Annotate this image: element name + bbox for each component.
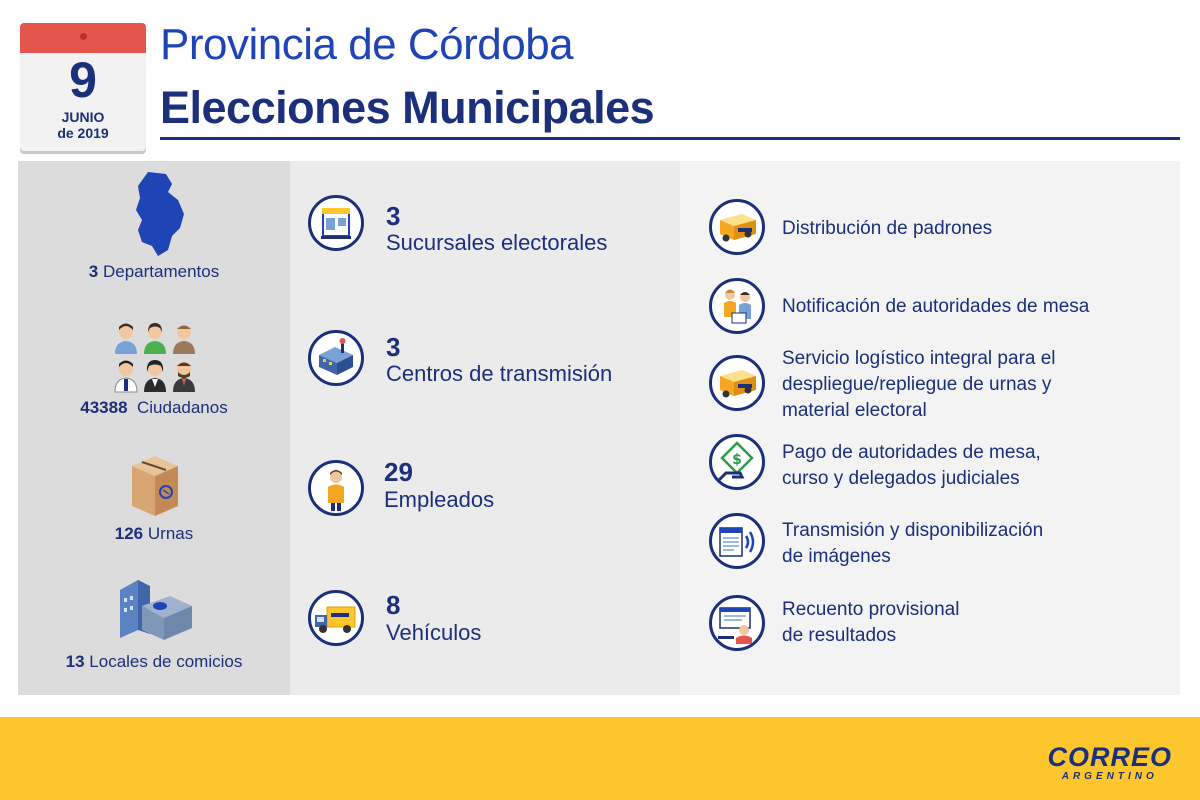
calendar-month: JUNIO <box>61 109 105 125</box>
calendar-ring-icon <box>80 33 87 40</box>
employees-label: Empleados <box>384 487 495 512</box>
ballot-boxes-label: Urnas <box>147 524 194 543</box>
branches-label: Sucursales electorales <box>386 230 608 255</box>
payment-icon <box>709 434 765 490</box>
service-logistics <box>782 346 1172 424</box>
vehicles-value: 8 <box>386 590 401 620</box>
ballot-boxes-stat <box>18 524 290 544</box>
calendar-page <box>20 53 146 151</box>
service-image-transmission <box>782 518 1172 570</box>
service-count-results-line-2: de resultados <box>782 625 897 646</box>
service-image-transmission-line-2: de imágenes <box>782 546 891 567</box>
citizens-stat <box>18 398 290 418</box>
truck-icon <box>709 199 765 255</box>
polling-places-stat <box>18 652 290 672</box>
vehicle-icon <box>308 590 364 646</box>
page-title-province: Provincia de Córdoba <box>160 20 574 69</box>
calendar-top <box>20 23 146 53</box>
departments-value: 3 <box>88 262 99 281</box>
polling-places-label: Locales de comicios <box>89 652 243 671</box>
transmission-center-icon <box>308 330 364 386</box>
image-transmission-icon <box>709 513 765 569</box>
calendar-day: 9 <box>69 52 97 108</box>
departments-label: Departamentos <box>102 262 220 281</box>
employee-icon <box>308 460 364 516</box>
vehicles-label: Vehículos <box>386 620 482 645</box>
polling-building-icon <box>116 574 196 642</box>
transmission-centers-value: 3 <box>386 332 401 362</box>
service-count-results <box>782 597 1172 649</box>
logistics-truck-icon <box>709 355 765 411</box>
transmission-centers-label: Centros de transmisión <box>386 361 613 386</box>
calendar-badge <box>20 23 146 151</box>
brand-subtitle: ARGENTINO <box>1061 771 1158 782</box>
calendar-year: de 2019 <box>57 125 109 141</box>
service-count-results-line-1: Recuento provisional <box>782 599 960 620</box>
service-logistics-line-3: material electoral <box>782 400 927 421</box>
service-voter-rolls-line-1: Distribución de padrones <box>782 218 993 239</box>
departments-stat <box>18 262 290 282</box>
employees-value: 29 <box>384 457 413 487</box>
citizens-label: Ciudadanos <box>136 398 228 417</box>
service-image-transmission-line-1: Transmisión y disponibilización <box>782 520 1044 541</box>
footer-band <box>0 717 1200 800</box>
branches-value: 3 <box>386 201 401 231</box>
service-payment-line-1: Pago de autoridades de mesa, <box>782 442 1041 463</box>
service-authority-notification-line-1: Notificación de autoridades de mesa <box>782 296 1090 317</box>
brand-name: CORREO <box>1047 742 1172 772</box>
title-divider <box>160 137 1180 140</box>
service-logistics-line-2: despliegue/repliegue de urnas y <box>782 374 1052 395</box>
citizens-icon <box>112 322 198 394</box>
branch-office-icon <box>308 195 364 251</box>
citizens-value: 43388 <box>80 398 128 417</box>
province-map-icon <box>128 170 190 258</box>
service-voter-rolls <box>782 216 1172 242</box>
count-results-icon <box>709 595 765 651</box>
service-logistics-line-1: Servicio logístico integral para el <box>782 348 1056 369</box>
notification-icon <box>709 278 765 334</box>
service-authority-notification <box>782 294 1172 320</box>
service-payment-line-2: curso y delegados judiciales <box>782 468 1020 489</box>
svg-text:$: $ <box>732 452 742 468</box>
service-payment <box>782 440 1172 492</box>
correo-argentino-logo <box>1047 743 1172 783</box>
page-title-elections: Elecciones Municipales <box>160 82 655 133</box>
polling-places-value: 13 <box>65 652 85 671</box>
ballot-boxes-value: 126 <box>114 524 144 543</box>
ballot-box-icon <box>128 452 182 518</box>
